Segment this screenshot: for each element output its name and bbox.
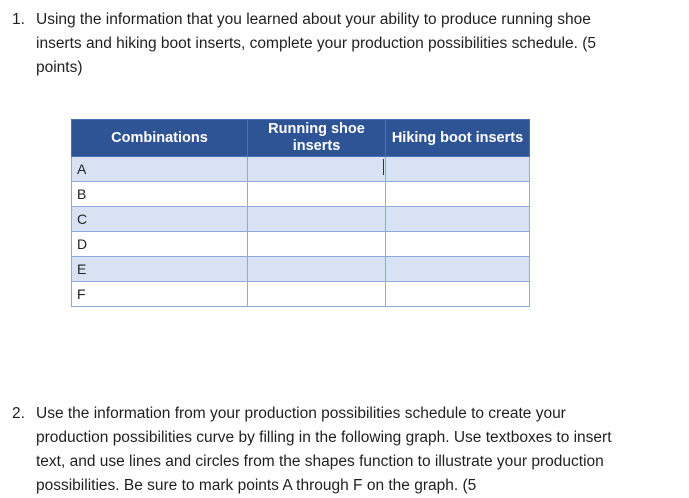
combination-label: A: [72, 157, 248, 182]
running-shoe-cell[interactable]: [248, 182, 386, 207]
question-2-text: Use the information from your production possibilities schedule to create your production possibilities curve by filling in the following graph. Use textboxes to insert text, and use lines and circles from the shapes function to illustrate your production possibilities. Be sure to mark points A through F on the graph. (5: [36, 405, 612, 494]
combination-label: C: [72, 207, 248, 232]
production-possibilities-table: [71, 119, 530, 307]
table-row: [72, 232, 530, 257]
text-cursor: [383, 159, 384, 175]
hiking-boot-cell[interactable]: [386, 207, 530, 232]
table-row: [72, 257, 530, 282]
table-row: [72, 282, 530, 307]
running-shoe-cell[interactable]: [248, 282, 386, 307]
header-hiking-boot-inserts: Hiking boot inserts: [386, 120, 530, 157]
question-2-number: 2.: [12, 405, 25, 422]
combination-label: F: [72, 282, 248, 307]
hiking-boot-cell[interactable]: [386, 157, 530, 182]
running-shoe-cell[interactable]: [248, 232, 386, 257]
table-row: [72, 182, 530, 207]
hiking-boot-cell[interactable]: [386, 232, 530, 257]
table-row: [72, 207, 530, 232]
running-shoe-cell[interactable]: [248, 257, 386, 282]
running-shoe-cell[interactable]: [248, 207, 386, 232]
table-header-row: [72, 120, 530, 157]
header-running-shoe-inserts: Running shoe inserts: [248, 120, 386, 157]
combination-label: B: [72, 182, 248, 207]
hiking-boot-cell[interactable]: [386, 182, 530, 207]
combination-label: D: [72, 232, 248, 257]
question-2: [12, 402, 612, 498]
running-shoe-cell[interactable]: [248, 157, 386, 182]
hiking-boot-cell[interactable]: [386, 282, 530, 307]
question-1-number: 1.: [12, 11, 25, 28]
question-1: [12, 8, 612, 80]
hiking-boot-cell[interactable]: [386, 257, 530, 282]
question-1-text: Using the information that you learned about your ability to produce running shoe inserts and hiking boot inserts, complete your production possibilities schedule. (5 points): [36, 11, 597, 76]
header-combinations: Combinations: [72, 120, 248, 157]
combination-label: E: [72, 257, 248, 282]
table-row: [72, 157, 530, 182]
